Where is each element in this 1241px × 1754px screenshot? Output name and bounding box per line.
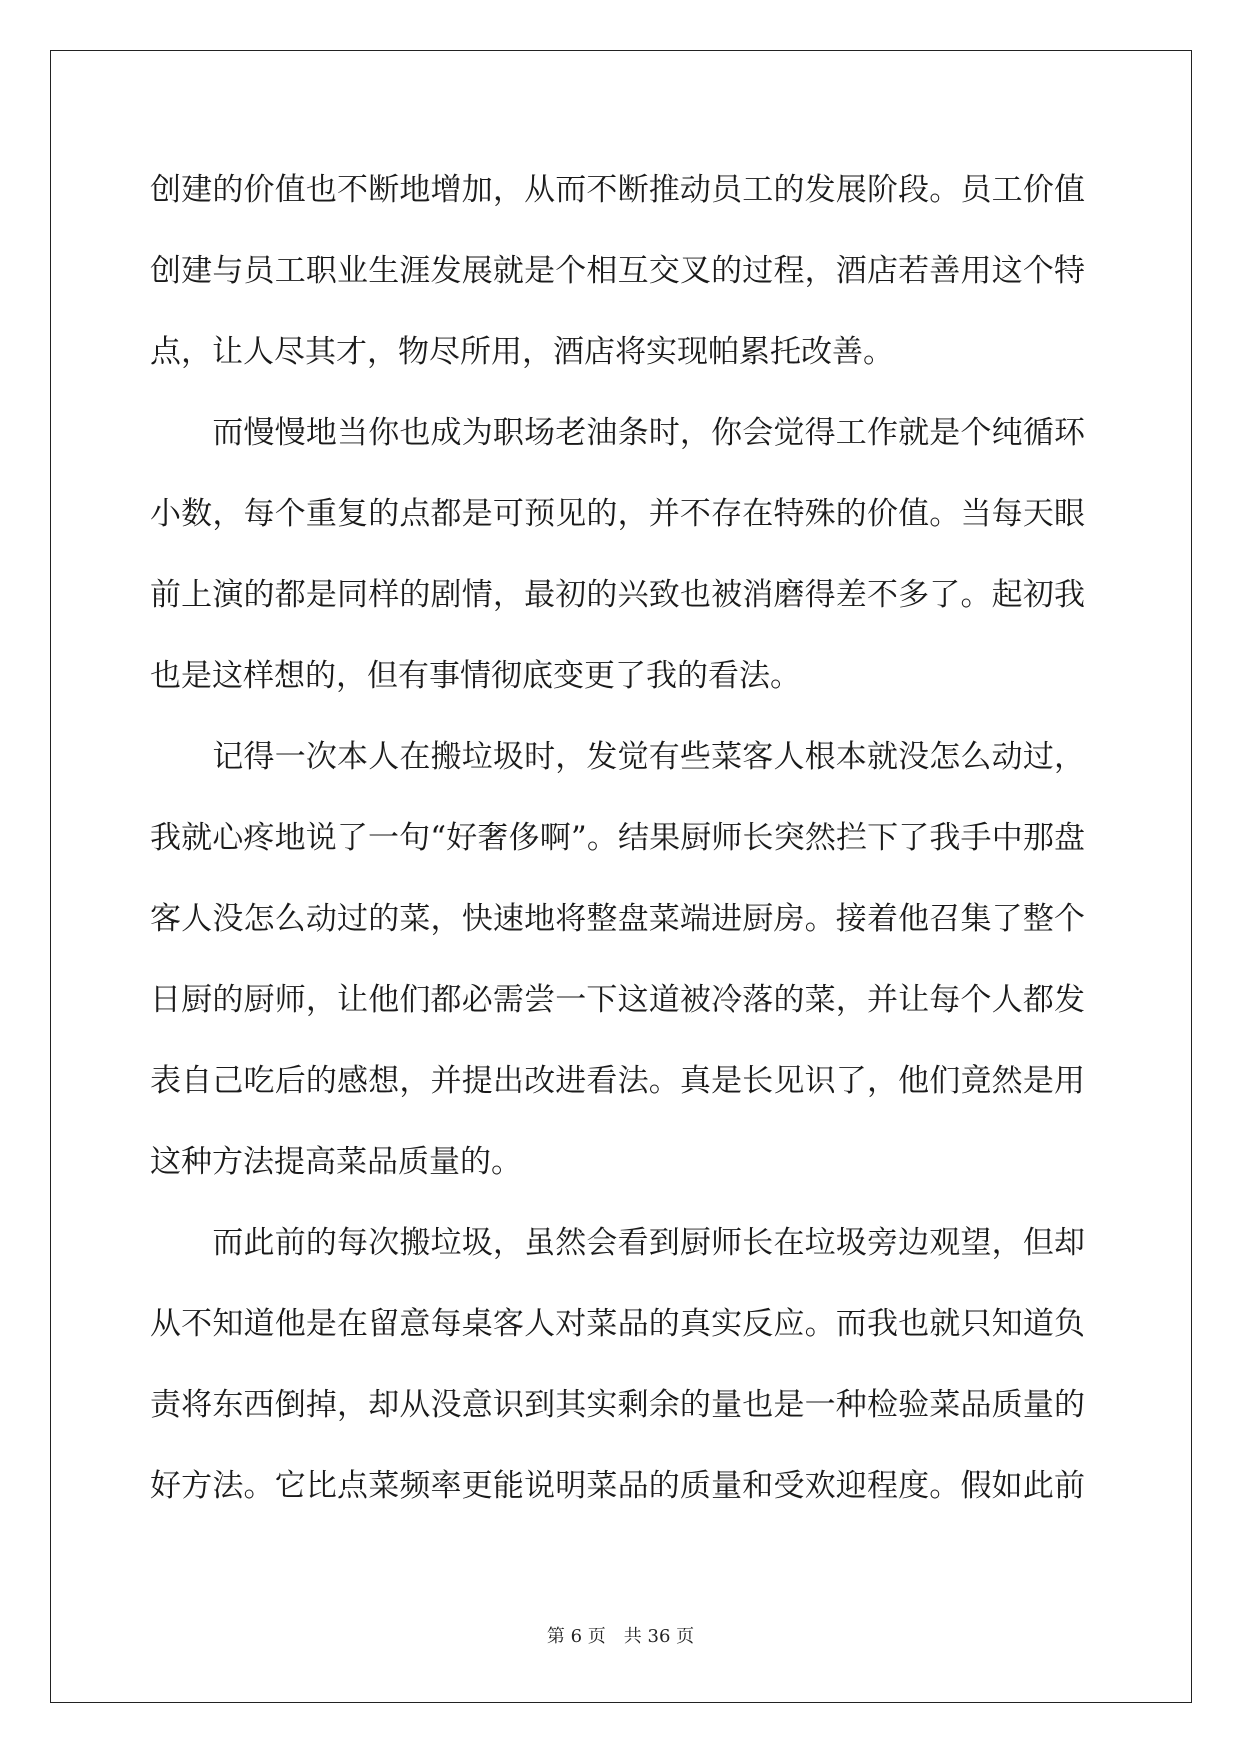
text-line: 点，让人尽其才，物尽所用，酒店将实现帕累托改善。 <box>150 334 894 370</box>
text-line: 这种方法提高菜品质量的。 <box>150 1144 522 1180</box>
text-line: 责将东西倒掉，却从没意识到其实剩余的量也是一种检验菜品质量的 <box>150 1387 1085 1423</box>
text-line: 记得一次本人在搬垃圾时，发觉有些菜客人根本就没怎么动过， <box>150 739 1085 775</box>
page-total: 共 36 页 <box>623 1626 695 1647</box>
text-line: 前上演的都是同样的剧情，最初的兴致也被消磨得差不多了。起初我 <box>150 577 1085 613</box>
text-line: 日厨的厨师，让他们都必需尝一下这道被冷落的菜，并让每个人都发 <box>150 982 1085 1018</box>
text-line: 好方法。它比点菜频率更能说明菜品的质量和受欢迎程度。假如此前 <box>150 1468 1085 1504</box>
text-line: 创建的价值也不断地增加，从而不断推动员工的发展阶段。员工价值 <box>150 172 1085 208</box>
text-line: 表自己吃后的感想，并提出改进看法。真是长见识了，他们竟然是用 <box>150 1063 1085 1099</box>
text-line: 而此前的每次搬垃圾，虽然会看到厨师长在垃圾旁边观望，但却 <box>150 1225 1085 1261</box>
text-line: 从不知道他是在留意每桌客人对菜品的真实反应。而我也就只知道负 <box>150 1306 1085 1342</box>
text-line: 客人没怎么动过的菜，快速地将整盘菜端进厨房。接着他召集了整个 <box>150 901 1085 937</box>
document-body <box>150 152 1085 1529</box>
text-line: 小数，每个重复的点都是可预见的，并不存在特殊的价值。当每天眼 <box>150 496 1085 532</box>
page-number: 第 6 页 <box>546 1626 606 1647</box>
text-line: 而慢慢地当你也成为职场老油条时，你会觉得工作就是个纯循环 <box>150 415 1085 451</box>
text-line: 创建与员工职业生涯发展就是个相互交叉的过程，酒店若善用这个特 <box>150 253 1085 289</box>
text-line: 我就心疼地说了一句“好奢侈啊”。结果厨师长突然拦下了我手中那盘 <box>150 820 1085 856</box>
text-line: 也是这样想的，但有事情彻底变更了我的看法。 <box>150 658 801 694</box>
page-footer <box>0 1622 1241 1648</box>
